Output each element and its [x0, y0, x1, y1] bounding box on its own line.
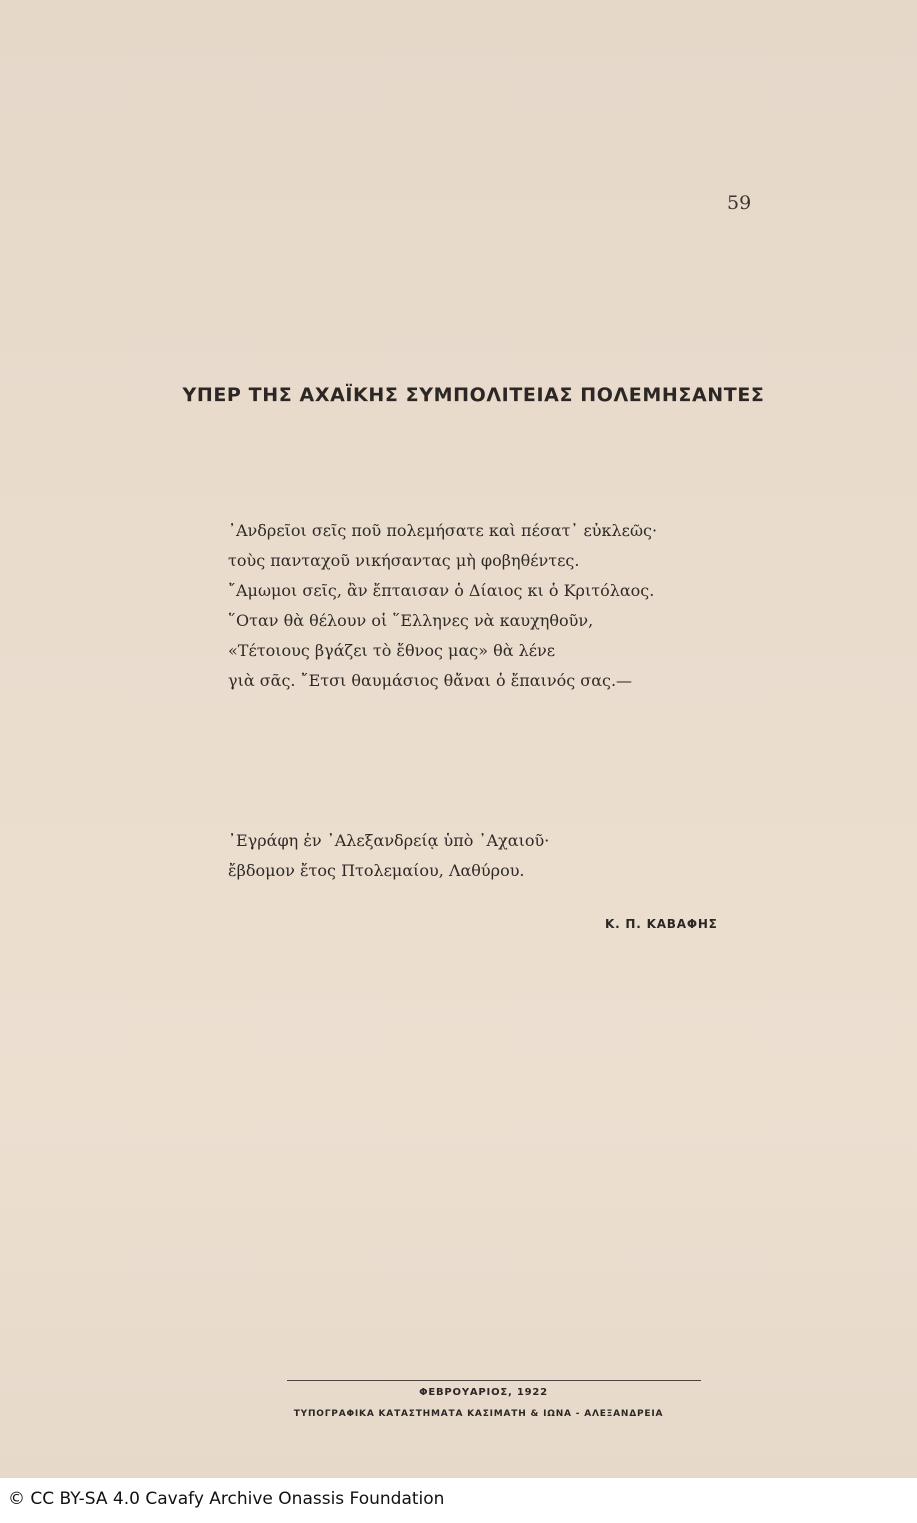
poem-line: ᾿Ανδρεῖοι σεῖς ποῦ πολεμήσατε καὶ πέσατ᾿ εὐκλεῶς· [228, 521, 658, 540]
footnote-line: ἔβδομον ἔτος Πτολεμαίου, Λαθύρου. [228, 861, 525, 880]
poem-line: ῞Οταν θὰ θέλουν οἱ ῞Ελληνες νὰ καυχηθοῦν, [228, 611, 594, 630]
imprint-printer: ΤΥΠΟΓΡΑΦΙΚΑ ΚΑΤΑΣΤΗΜΑΤΑ ΚΑΣΙΜΑΤΗ & ΙΩΝΑ - ΑΛΕΞΑΝΔΡΕΙΑ [293, 1409, 664, 1419]
poem-footnote [228, 826, 549, 886]
poem-line: γιὰ σᾶς. ῎Ετσι θαυμάσιος θἄναι ὁ ἔπαινός σας.— [228, 671, 633, 690]
author-signature: Κ. Π. ΚΑΒΑΦΗΣ [605, 917, 718, 931]
imprint-divider [287, 1380, 701, 1381]
page-number: 59 [727, 192, 752, 214]
license-caption: © CC BY-SA 4.0 Cavafy Archive Onassis Foundation [8, 1489, 445, 1509]
poem-line: τοὺς πανταχοῦ νικήσαντας μὴ φοβηθέντες. [228, 551, 580, 570]
poem-title: ΥΠΕΡ ΤΗΣ ΑΧΑΪΚΗΣ ΣΥΜΠΟΛΙΤΕΙΑΣ ΠΟΛΕΜΗΣΑΝΤΕΣ [182, 384, 765, 406]
poem-line: ῎Αμωμοι σεῖς, ἂν ἔπταισαν ὁ Δίαιος κι ὁ Κριτόλαος. [228, 581, 655, 600]
imprint-date: ΦΕΒΡΟΥΑΡΙΟΣ, 1922 [419, 1387, 548, 1398]
footnote-line: ᾿Εγράφη ἐν ᾿Αλεξανδρείᾳ ὑπὸ ᾿Αχαιοῦ· [228, 831, 550, 850]
poem-body [228, 516, 657, 696]
poem-line: «Τέτοιους βγάζει τὸ ἔθνος μας» θὰ λένε [228, 641, 556, 660]
